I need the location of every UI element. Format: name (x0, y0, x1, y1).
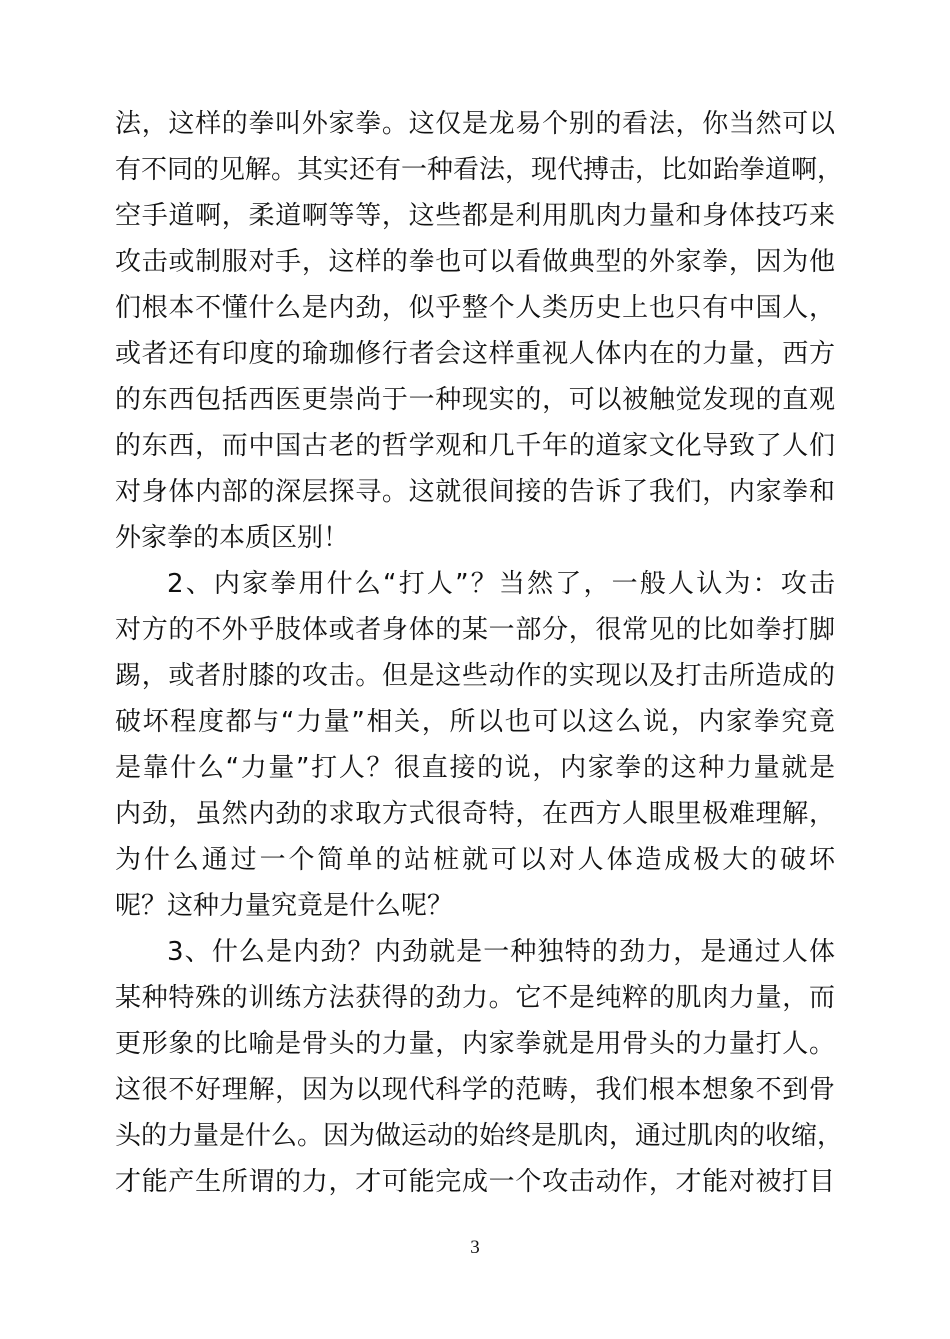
text-line: 呢？这种力量究竟是什么呢？ (115, 891, 454, 921)
page-number: 3 (470, 1237, 480, 1258)
text-line: 的东西包括西医更崇尚于一种现实的，可以被触觉发现的直观 (115, 385, 835, 415)
text-line: 攻击或制服对手，这样的拳也可以看做典型的外家拳，因为他 (115, 247, 835, 277)
text-line: 才能产生所谓的力，才可能完成一个攻击动作，才能对被打目 (115, 1167, 835, 1197)
text-line: 踢，或者肘膝的攻击。但是这些动作的实现以及打击所造成的 (115, 661, 835, 691)
text-line: 对方的不外乎肢体或者身体的某一部分，很常见的比如拳打脚 (115, 615, 835, 645)
text-line: 内劲，虽然内劲的求取方式很奇特，在西方人眼里极难理解， (115, 799, 835, 829)
text-line: 破坏程度都与“力量”相关，所以也可以这么说，内家拳究竟 (115, 707, 835, 737)
text-line: 头的力量是什么。因为做运动的始终是肌肉，通过肌肉的收缩， (115, 1121, 844, 1151)
text-line: 有不同的见解。其实还有一种看法，现代搏击，比如跆拳道啊， (115, 155, 844, 185)
text-line: 对身体内部的深层探寻。这就很间接的告诉了我们，内家拳和 (115, 477, 835, 507)
text-line: 空手道啊，柔道啊等等，这些都是利用肌肉力量和身体技巧来 (115, 201, 835, 231)
text-line: 外家拳的本质区别！ (115, 523, 350, 553)
paragraph-2-start: 2、内家拳用什么“打人”？当然了，一般人认为：攻击 (167, 569, 835, 599)
text-line: 这很不好理解，因为以现代科学的范畴，我们根本想象不到骨 (115, 1075, 835, 1105)
text-line: 为什么通过一个简单的站桩就可以对人体造成极大的破坏 (115, 845, 835, 875)
text-line: 们根本不懂什么是内劲，似乎整个人类历史上也只有中国人， (115, 293, 835, 323)
paragraph-3-start: 3、什么是内劲？内劲就是一种独特的劲力，是通过人体 (167, 937, 835, 967)
text-line: 的东西，而中国古老的哲学观和几千年的道家文化导致了人们 (115, 431, 835, 461)
text-line: 某种特殊的训练方法获得的劲力。它不是纯粹的肌肉力量，而 (115, 983, 835, 1013)
body-text (115, 101, 844, 1205)
text-line: 或者还有印度的瑜珈修行者会这样重视人体内在的力量，西方 (115, 339, 835, 369)
text-line: 更形象的比喻是骨头的力量，内家拳就是用骨头的力量打人。 (115, 1029, 835, 1059)
text-line: 是靠什么“力量”打人？很直接的说，内家拳的这种力量就是 (115, 753, 835, 783)
text-line: 法，这样的拳叫外家拳。这仅是龙易个别的看法，你当然可以 (115, 109, 835, 139)
